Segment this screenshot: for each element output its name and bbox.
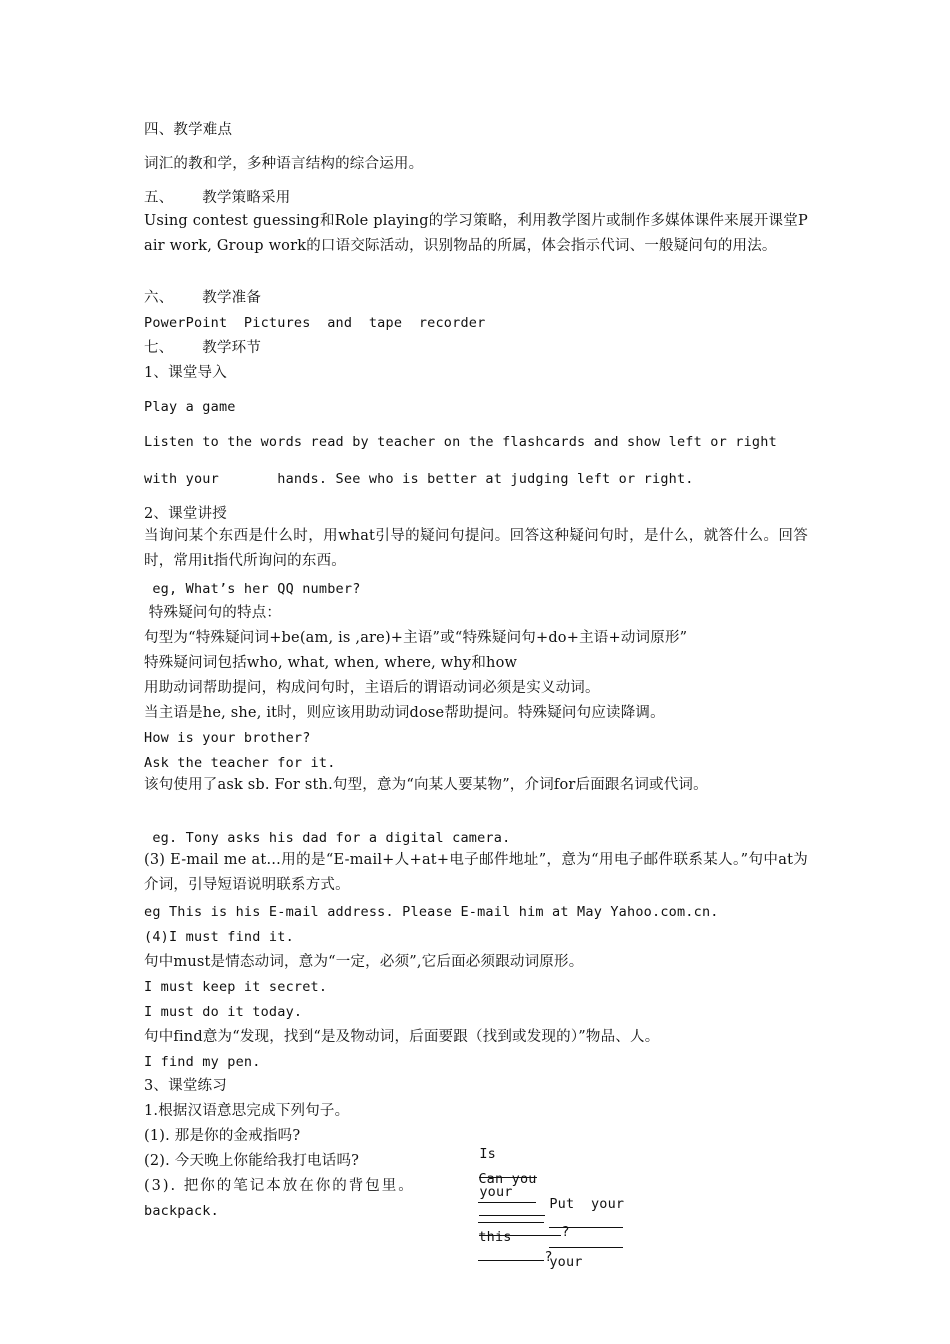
exercise-3-blank-2[interactable] — [549, 1233, 623, 1248]
subheading-teaching: 2、课堂讲授 — [144, 506, 227, 522]
paragraph: 该句使用了ask sb. For sth.句型，意为“向某人要某物”，介词for后面跟名词或代词。 — [144, 777, 708, 793]
paragraph: 当询问某个东西是什么时，用what引导的疑问句提问。回答这种疑问句时，是什么，就答什么。回答时，常用it指代所询问的东西。 — [144, 528, 808, 569]
paragraph: Play a game — [144, 399, 236, 415]
section-heading-difficulties: 四、教学难点 — [144, 122, 233, 138]
paragraph: (3) E-mail me at…用的是“E-mail+人+at+电子邮件地址”，意为“用电子邮件联系某人。”句中at为介词，引导短语说明联系方式。 — [144, 852, 808, 893]
exercise-1-text-a: Is — [479, 1146, 496, 1162]
paragraph-preparation: PowerPoint Pictures and tape recorder — [144, 315, 486, 331]
paragraph: (4)I must find it. — [144, 929, 294, 945]
example: eg. Tony asks his dad for a digital camera. — [144, 830, 511, 846]
paragraph: 特殊疑问句的特点： — [144, 605, 282, 621]
example: I must do it today. — [144, 1004, 303, 1020]
paragraph: 句中find意为“发现，找到“是及物动词，后面要跟（找到或发现的）”物品、人。 — [144, 1029, 660, 1045]
example: I must keep it secret. — [144, 979, 328, 995]
exercise-3-text-a: Put your — [549, 1196, 625, 1212]
exercise-3-prompt: (3). 把你的笔记本放在你的背包里。 — [144, 1178, 415, 1194]
subheading-practice: 3、课堂练习 — [144, 1078, 227, 1094]
paragraph: 特殊疑问词包括who, what, when, where, why和how — [144, 655, 518, 671]
exercise-2-text-a: Can you — [478, 1171, 537, 1187]
exercise-1-prompt: (1). 那是你的金戒指吗? — [144, 1128, 301, 1144]
section-heading-procedure: 七、 教学环节 — [144, 340, 262, 356]
paragraph: with your hands. See who is better at judging left or right. — [144, 471, 694, 487]
example: eg This is his E-mail address. Please E-mail him at May Yahoo.com.cn. — [144, 904, 719, 920]
example: I find my pen. — [144, 1054, 261, 1070]
example: eg, What’s her QQ number? — [144, 581, 361, 597]
paragraph: 句型为“特殊疑问词+be(am, is ,are)+主语”或“特殊疑问句+do+主语+动词原形” — [144, 630, 688, 646]
exercise-2-text-b: this — [478, 1229, 512, 1245]
exercise-instruction: 1.根据汉语意思完成下列句子。 — [144, 1103, 350, 1119]
section-heading-strategy: 五、 教学策略采用 — [144, 190, 291, 206]
paragraph: 词汇的教和学，多种语言结构的综合运用。 — [144, 156, 424, 172]
paragraph: 句中must是情态动词，意为“一定，必须”,它后面必须跟动词原形。 — [144, 954, 584, 970]
exercise-1-text-b: your — [479, 1184, 513, 1200]
paragraph: 当主语是he, she, it时，则应该用助动词dose帮助提问。特殊疑问句应读降调。 — [144, 705, 665, 721]
exercise-1-end: ? — [561, 1224, 570, 1240]
section-heading-preparation: 六、 教学准备 — [144, 290, 262, 306]
exercise-2-prompt: (2). 今天晚上你能给我打电话吗? — [144, 1153, 360, 1169]
subheading-lead-in: 1、课堂导入 — [144, 365, 227, 381]
example: How is your brother? — [144, 730, 311, 746]
paragraph: 用助动词帮助提问，构成问句时，主语后的谓语动词必须是实义动词。 — [144, 680, 600, 696]
exercise-3-tail: backpack. — [144, 1203, 219, 1219]
example: Ask the teacher for it. — [144, 755, 336, 771]
paragraph-strategy: Using contest guessing和Role playing的学习策略，利用教学图片或制作多媒体课件来展开课堂Pair work, Group work的口语交际活动，识别物品的所属，体会指示代词、一般疑问句的用法。 — [144, 213, 808, 254]
exercise-3-answer — [516, 1177, 808, 1289]
exercise-3-text-b: your — [549, 1254, 583, 1270]
exercise-2-end: ? — [544, 1249, 553, 1265]
paragraph: Listen to the words read by teacher on the flashcards and show left or right — [144, 434, 777, 450]
